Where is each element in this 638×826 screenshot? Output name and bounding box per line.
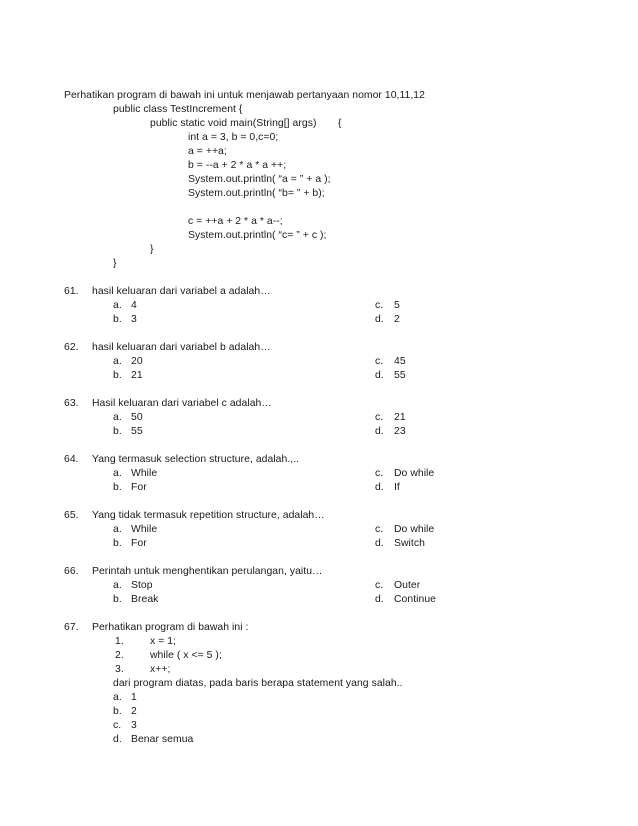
question-text: Perintah untuk menghentikan perulangan, yaitu… [92,566,323,577]
option-letter: b. [113,426,122,437]
option-letter: c. [375,356,384,367]
code-close-method: } [150,244,154,255]
question-number: 67. [64,622,79,633]
option-text: 4 [131,300,137,311]
question-number: 63. [64,398,79,409]
option-text: Do while [394,468,435,479]
option-letter: a. [113,468,122,479]
code-close-class: } [113,258,117,269]
option-letter: a. [113,412,122,423]
option-letter: a. [113,524,122,535]
option-text: Continue [394,594,436,605]
option-text: While [131,524,158,535]
option-letter: b. [113,370,122,381]
option-text: Benar semua [131,734,194,745]
option-letter: b. [113,314,122,325]
option-text: 55 [131,426,143,437]
option-text: Break [131,594,159,605]
option-letter: d. [375,594,384,605]
option-text: For [131,538,147,549]
option-text: 1 [131,692,137,703]
program-line-number: 3. [115,664,124,675]
option-text: 23 [394,426,406,437]
option-letter: b. [113,706,122,717]
program-line-code: while ( x <= 5 ); [150,650,222,661]
option-letter: a. [113,300,122,311]
program-line-code: x++; [150,664,171,675]
program-line-number: 1. [115,636,124,647]
option-letter: b. [113,538,122,549]
option-letter: a. [113,692,122,703]
question-number: 64. [64,454,79,465]
option-text: 21 [394,412,406,423]
code-line: System.out.println( “b= ” + b); [188,188,325,199]
option-text: 2 [131,706,137,717]
option-letter: d. [375,538,384,549]
question-number: 61. [64,286,79,297]
question-text: Perhatikan program di bawah ini : [92,622,249,633]
code-line: int a = 3, b = 0,c=0; [188,132,279,143]
question-text: Yang termasuk selection structure, adalah.,.. [92,454,300,465]
option-text: 2 [394,314,400,325]
intro-text: Perhatikan program di bawah ini untuk menjawab pertanyaan nomor 10,11,12 [64,90,425,101]
question-number: 66. [64,566,79,577]
code-line: System.out.println( “c= ” + c ); [188,230,327,241]
option-letter: c. [375,580,384,591]
option-text: Stop [131,580,153,591]
option-letter: a. [113,580,122,591]
question-text: hasil keluaran dari variabel a adalah… [92,286,271,297]
option-letter: a. [113,356,122,367]
option-letter: c. [113,720,122,731]
option-text: Do while [394,524,435,535]
code-main-brace: { [338,118,342,129]
question-prompt: dari program diatas, pada baris berapa statement yang salah.. [113,678,403,689]
option-letter: c. [375,468,384,479]
option-text: 21 [131,370,143,381]
question-text: Yang tidak termasuk repetition structure, adalah… [92,510,325,521]
question-number: 65. [64,510,79,521]
option-text: 45 [394,356,406,367]
option-text: If [394,482,400,493]
program-line-code: x = 1; [150,636,177,647]
option-text: Switch [394,538,425,549]
code-line: b = --a + 2 * a * a ++; [188,160,287,171]
option-letter: d. [375,314,384,325]
program-line-number: 2. [115,650,124,661]
code-line: System.out.println( “a = ” + a ); [188,174,331,185]
option-letter: b. [113,594,122,605]
code-line: a = ++a; [188,146,227,157]
code-class-line: public class TestIncrement { [113,104,243,115]
option-letter: d. [113,734,122,745]
option-text: Outer [394,580,421,591]
option-letter: d. [375,426,384,437]
option-text: 3 [131,314,137,325]
option-letter: d. [375,482,384,493]
option-letter: c. [375,412,384,423]
option-letter: c. [375,524,384,535]
option-letter: d. [375,370,384,381]
code-line: c = ++a + 2 * a * a--; [188,216,283,227]
option-text: 5 [394,300,400,311]
question-text: hasil keluaran dari variabel b adalah… [92,342,271,353]
question-number: 62. [64,342,79,353]
option-text: 50 [131,412,143,423]
option-text: 20 [131,356,143,367]
option-letter: b. [113,482,122,493]
option-text: For [131,482,147,493]
option-text: 3 [131,720,137,731]
option-text: While [131,468,158,479]
option-text: 55 [394,370,406,381]
code-main-line: public static void main(String[] args) [150,118,317,129]
question-text: Hasil keluaran dari variabel c adalah… [92,398,272,409]
option-letter: c. [375,300,384,311]
